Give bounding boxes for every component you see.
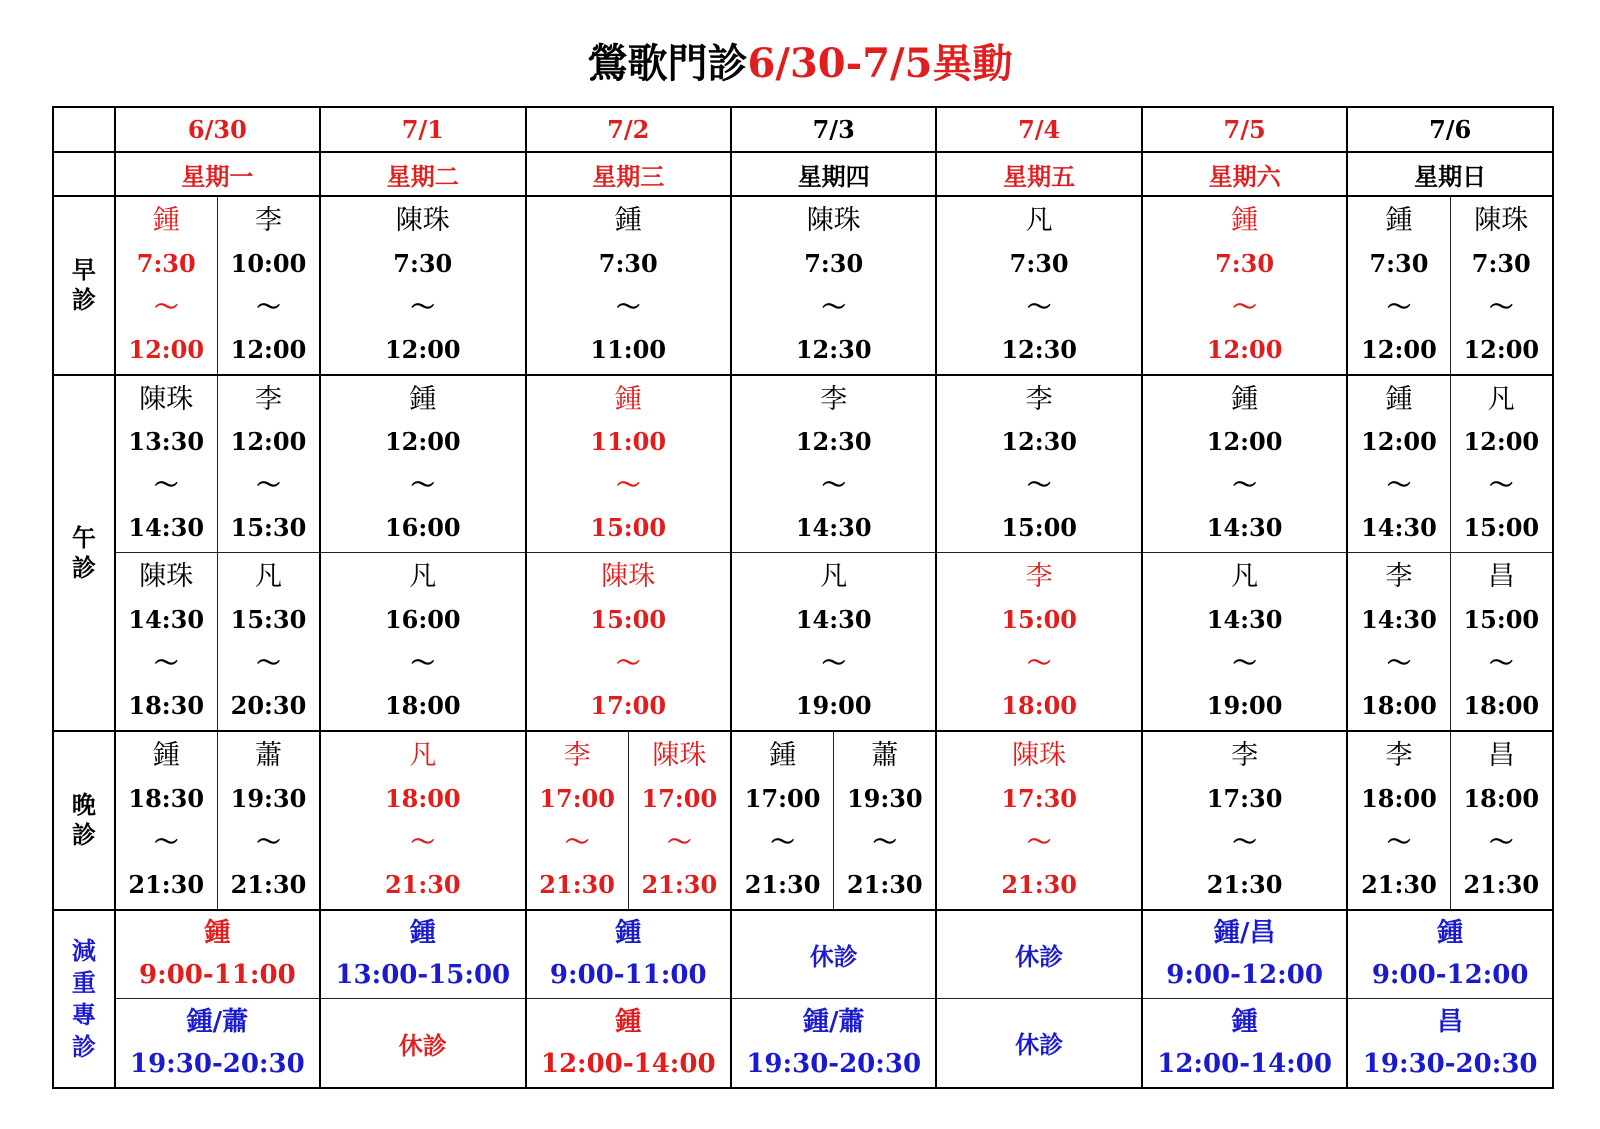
- date-row: [53, 107, 1553, 152]
- afternoon-row-1: [53, 375, 1553, 553]
- weight-clinic-cell: 鍾/蕭 19:30-20:30: [115, 999, 320, 1088]
- schedule-cell: 陳珠 17:30 ～ 21:30: [936, 731, 1141, 909]
- weekday-header: 星期一: [115, 152, 320, 196]
- schedule-cell: 鍾 12:00 ～ 14:30: [1347, 375, 1450, 553]
- schedule-cell: 陳珠 13:30 ～ 14:30: [115, 375, 218, 553]
- weight-clinic-cell: 鍾 13:00-15:00: [320, 910, 525, 999]
- weight-clinic-closed: 休診: [1015, 941, 1064, 971]
- date-header: 7/1: [320, 107, 525, 152]
- weekday-header: 星期二: [320, 152, 525, 196]
- schedule-cell: 凡 14:30 ～ 19:00: [731, 553, 936, 731]
- corner-cell: [53, 107, 115, 152]
- date-header: 7/6: [1347, 107, 1553, 152]
- weight-clinic-closed: 休診: [320, 999, 525, 1088]
- schedule-cell: 李 17:30 ～ 21:30: [1142, 731, 1347, 909]
- date-header: 7/4: [936, 107, 1141, 152]
- weight-clinic-cell: 昌 19:30-20:30: [1347, 999, 1553, 1088]
- schedule-table: [52, 106, 1554, 1089]
- schedule-cell: 鍾 7:30 ～ 12:00: [1347, 196, 1450, 374]
- schedule-cell: 李 10:00 ～ 12:00: [217, 196, 320, 374]
- period-label-morning: 早 診: [53, 196, 115, 374]
- schedule-cell: 李 15:00 ～ 18:00: [936, 553, 1141, 731]
- evening-row: [53, 731, 1553, 909]
- weight-clinic-cell: 鍾 9:00-11:00: [115, 910, 320, 999]
- schedule-cell: 凡 16:00 ～ 18:00: [320, 553, 525, 731]
- weekday-header: 星期三: [526, 152, 731, 196]
- schedule-cell: 陳珠 17:00 ～ 21:30: [628, 731, 731, 909]
- period-label-weight-clinic: 減 重 專 診: [53, 910, 115, 1088]
- weight-clinic-cell: 鍾 9:00-11:00: [526, 910, 731, 999]
- schedule-cell: 鍾 12:00 ～ 16:00: [320, 375, 525, 553]
- weight-clinic-cell: 鍾/蕭 19:30-20:30: [731, 999, 936, 1088]
- title-range: 6/30-7/5異動: [747, 40, 1013, 87]
- schedule-cell: 鍾 7:30 ～ 12:00: [1142, 196, 1347, 374]
- schedule-cell: 凡 15:30 ～ 20:30: [217, 553, 320, 731]
- schedule-cell: 陳珠 7:30 ～ 12:00: [320, 196, 525, 374]
- weekday-row: [53, 152, 1553, 196]
- afternoon-row-2: [53, 553, 1553, 731]
- date-header: 7/2: [526, 107, 731, 152]
- weight-clinic-row-2: [53, 999, 1553, 1088]
- schedule-cell: 鍾 18:30 ～ 21:30: [115, 731, 218, 909]
- period-label-evening: 晚 診: [53, 731, 115, 909]
- schedule-cell: 昌 15:00 ～ 18:00: [1450, 553, 1553, 731]
- schedule-cell: 陳珠 14:30 ～ 18:30: [115, 553, 218, 731]
- schedule-cell: 鍾 11:00 ～ 15:00: [526, 375, 731, 553]
- schedule-cell: 鍾 7:30 ～ 12:00: [115, 196, 218, 374]
- corner-cell: [53, 152, 115, 196]
- page-title: [0, 36, 1600, 92]
- weight-clinic-closed: 休診: [1015, 1030, 1064, 1060]
- schedule-cell: 蕭 19:30 ～ 21:30: [834, 731, 937, 909]
- schedule-cell: 陳珠 7:30 ～ 12:30: [731, 196, 936, 374]
- weekday-header: 星期六: [1142, 152, 1347, 196]
- schedule-cell: 鍾 17:00 ～ 21:30: [731, 731, 834, 909]
- schedule-cell: 李 12:30 ～ 14:30: [731, 375, 936, 553]
- weight-clinic-closed: 休診: [731, 910, 936, 999]
- schedule-cell: 凡 14:30 ～ 19:00: [1142, 553, 1347, 731]
- morning-row: [53, 196, 1553, 374]
- weight-clinic-closed-column: [936, 910, 1141, 1088]
- date-header: 6/30: [115, 107, 320, 152]
- schedule-cell: 昌 18:00 ～ 21:30: [1450, 731, 1553, 909]
- schedule-cell: 陳珠 15:00 ～ 17:00: [526, 553, 731, 731]
- schedule-cell: 凡 12:00 ～ 15:00: [1450, 375, 1553, 553]
- weekday-header: 星期日: [1347, 152, 1553, 196]
- weight-clinic-cell: 鍾 9:00-12:00: [1347, 910, 1553, 999]
- schedule-cell: 鍾 12:00 ～ 14:30: [1142, 375, 1347, 553]
- weight-clinic-cell: 鍾 12:00-14:00: [1142, 999, 1347, 1088]
- date-header: 7/3: [731, 107, 936, 152]
- schedule-cell: 李 12:30 ～ 15:00: [936, 375, 1141, 553]
- schedule-cell: 李 12:00 ～ 15:30: [217, 375, 320, 553]
- weekday-header: 星期五: [936, 152, 1141, 196]
- schedule-cell: 李 14:30 ～ 18:00: [1347, 553, 1450, 731]
- date-header: 7/5: [1142, 107, 1347, 152]
- schedule-cell: 凡 7:30 ～ 12:30: [936, 196, 1141, 374]
- period-label-afternoon: 午 診: [53, 375, 115, 732]
- schedule-cell: 李 18:00 ～ 21:30: [1347, 731, 1450, 909]
- weight-clinic-row-1: [53, 910, 1553, 999]
- weekday-header: 星期四: [731, 152, 936, 196]
- schedule-cell: 凡 18:00 ～ 21:30: [320, 731, 525, 909]
- title-main: 鶯歌門診: [587, 40, 748, 87]
- schedule-cell: 李 17:00 ～ 21:30: [526, 731, 629, 909]
- weight-clinic-cell: 鍾 12:00-14:00: [526, 999, 731, 1088]
- schedule-cell: 陳珠 7:30 ～ 12:00: [1450, 196, 1553, 374]
- schedule-cell: 蕭 19:30 ～ 21:30: [217, 731, 320, 909]
- weight-clinic-cell: 鍾/昌 9:00-12:00: [1142, 910, 1347, 999]
- schedule-cell: 鍾 7:30 ～ 11:00: [526, 196, 731, 374]
